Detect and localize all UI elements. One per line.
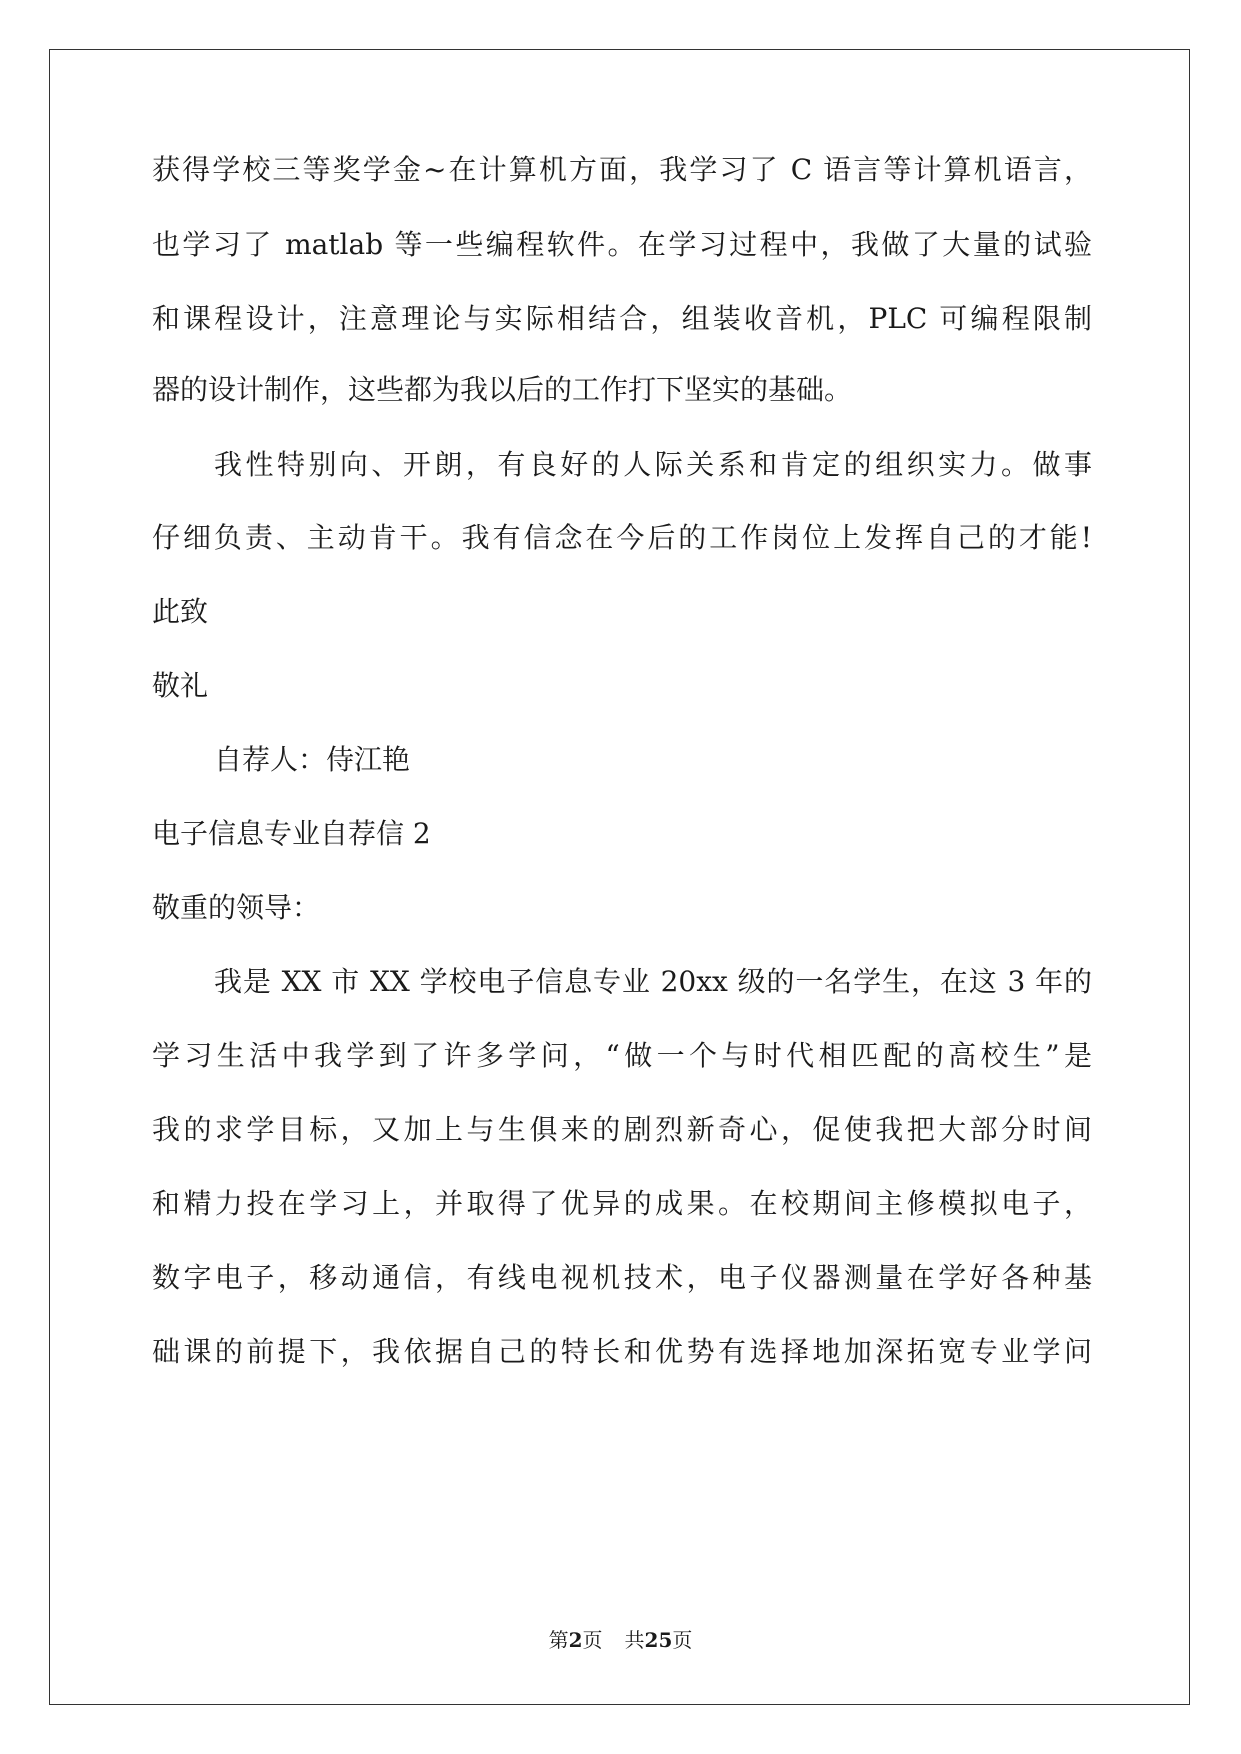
body-line-3: 和课程设计，注意理论与实际相结合，组装收音机，PLC 可编程限制 bbox=[152, 302, 1092, 335]
body-line-5: 我性特别向、开朗，有良好的人际关系和肯定的组织实力。做事 bbox=[214, 448, 1092, 481]
closing-regards: 敬礼 bbox=[152, 669, 209, 702]
body-line-1: 获得学校三等奖学金~在计算机方面，我学习了 C 语言等计算机语言， bbox=[152, 153, 1092, 186]
section-title: 电子信息专业自荐信 2 bbox=[152, 817, 431, 850]
body-line-14: 我的求学目标，又加上与生俱来的剧烈新奇心，促使我把大部分时间 bbox=[152, 1113, 1092, 1146]
page-border bbox=[49, 49, 1190, 1705]
body-line-17: 础课的前提下，我依据自己的特长和优势有选择地加深拓宽专业学问 bbox=[152, 1335, 1092, 1368]
body-line-12: 我是 XX 市 XX 学校电子信息专业 20xx 级的一名学生，在这 3 年的 bbox=[214, 965, 1092, 998]
total-prefix: 共 bbox=[624, 1628, 645, 1652]
page-number: 2 bbox=[568, 1628, 583, 1652]
signature-line: 自荐人：侍江艳 bbox=[214, 743, 411, 776]
closing-salutation: 此致 bbox=[152, 595, 209, 628]
body-line-13: 学习生活中我学到了许多学问，“做一个与时代相匹配的高校生”是 bbox=[152, 1039, 1092, 1072]
body-line-6: 仔细负责、主动肯干。我有信念在今后的工作岗位上发挥自己的才能! bbox=[152, 521, 1092, 554]
page-suffix: 页 bbox=[582, 1628, 603, 1652]
body-line-16: 数字电子，移动通信，有线电视机技术，电子仪器测量在学好各种基 bbox=[152, 1261, 1092, 1294]
total-suffix: 页 bbox=[672, 1628, 693, 1652]
page-prefix: 第 bbox=[548, 1628, 569, 1652]
body-line-4: 器的设计制作，这些都为我以后的工作打下坚实的基础。 bbox=[152, 373, 853, 406]
body-line-2: 也学习了 matlab 等一些编程软件。在学习过程中，我做了大量的试验 bbox=[152, 228, 1092, 261]
page-footer bbox=[0, 1627, 1241, 1653]
total-pages: 25 bbox=[644, 1628, 673, 1652]
body-line-15: 和精力投在学习上，并取得了优异的成果。在校期间主修模拟电子， bbox=[152, 1187, 1092, 1220]
greeting: 敬重的领导： bbox=[152, 891, 321, 924]
